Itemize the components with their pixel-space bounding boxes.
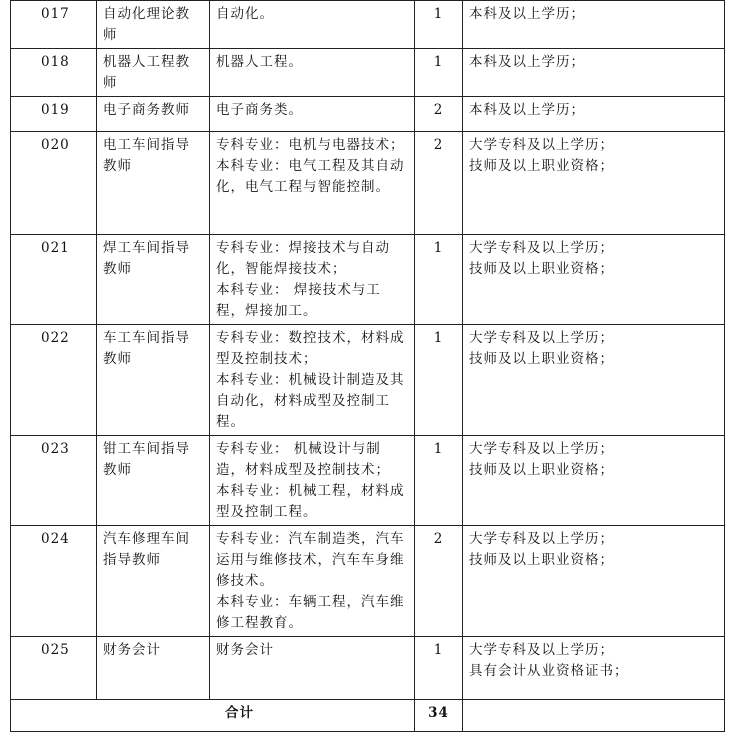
position-name: 钳工车间指导教师 xyxy=(97,436,210,526)
position-name: 电子商务教师 xyxy=(97,97,210,132)
position-code: 018 xyxy=(11,49,97,97)
headcount: 1 xyxy=(415,637,463,700)
position-name: 车工车间指导教师 xyxy=(97,325,210,436)
major-requirement xyxy=(210,97,415,132)
recruitment-table xyxy=(10,0,725,732)
position-name: 机器人工程教师 xyxy=(97,49,210,97)
other-requirements xyxy=(463,526,725,637)
table-body xyxy=(11,1,725,732)
table-row xyxy=(11,1,725,49)
total-value: 34 xyxy=(415,700,463,732)
major-line: 专科专业：焊接技术与自动化，智能焊接技术； xyxy=(216,240,390,277)
requirement-line: 技师及以上职业资格； xyxy=(469,261,614,277)
table-row xyxy=(11,132,725,235)
position-name: 焊工车间指导教师 xyxy=(97,235,210,325)
requirement-line: 本科及以上学历； xyxy=(469,54,585,70)
table-row xyxy=(11,235,725,325)
total-label: 合计 xyxy=(11,700,415,732)
headcount: 2 xyxy=(415,132,463,235)
major-line: 自动化。 xyxy=(216,6,274,22)
requirement-line: 大学专科及以上学历； xyxy=(469,137,614,153)
requirement-line: 技师及以上职业资格； xyxy=(469,351,614,367)
requirement-line: 大学专科及以上学历； xyxy=(469,240,614,256)
position-name: 电工车间指导教师 xyxy=(97,132,210,235)
requirement-line: 技师及以上职业资格； xyxy=(469,158,614,174)
other-requirements xyxy=(463,1,725,49)
major-requirement xyxy=(210,1,415,49)
headcount: 1 xyxy=(415,325,463,436)
major-line: 专科专业：电机与电器技术； xyxy=(216,137,405,153)
position-code: 022 xyxy=(11,325,97,436)
other-requirements xyxy=(463,97,725,132)
requirement-line: 大学专科及以上学历； xyxy=(469,531,614,547)
headcount: 2 xyxy=(415,97,463,132)
other-requirements xyxy=(463,235,725,325)
requirement-line: 大学专科及以上学历； xyxy=(469,441,614,457)
position-code: 019 xyxy=(11,97,97,132)
major-line: 本科专业： 焊接技术与工程，焊接加工。 xyxy=(216,282,381,319)
table-row xyxy=(11,49,725,97)
major-requirement xyxy=(210,132,415,235)
other-requirements xyxy=(463,436,725,526)
major-requirement xyxy=(210,235,415,325)
table-row xyxy=(11,97,725,132)
other-requirements xyxy=(463,637,725,700)
major-line: 本科专业：机械工程，材料成型及控制工程。 xyxy=(216,483,405,520)
major-requirement xyxy=(210,325,415,436)
table-row xyxy=(11,526,725,637)
position-name: 汽车修理车间指导教师 xyxy=(97,526,210,637)
position-code: 017 xyxy=(11,1,97,49)
major-requirement xyxy=(210,436,415,526)
position-code: 021 xyxy=(11,235,97,325)
total-row xyxy=(11,700,725,732)
position-code: 023 xyxy=(11,436,97,526)
headcount: 1 xyxy=(415,436,463,526)
requirement-line: 本科及以上学历； xyxy=(469,6,585,22)
major-line: 专科专业： 机械设计与制造，材料成型及控制技术； xyxy=(216,441,390,478)
major-requirement xyxy=(210,637,415,700)
position-name: 财务会计 xyxy=(97,637,210,700)
other-requirements xyxy=(463,132,725,235)
major-line: 专科专业：汽车制造类，汽车运用与维修技术，汽车车身维修技术。 xyxy=(216,531,405,589)
other-requirements xyxy=(463,325,725,436)
other-requirements xyxy=(463,49,725,97)
headcount: 1 xyxy=(415,1,463,49)
table-row xyxy=(11,325,725,436)
position-code: 024 xyxy=(11,526,97,637)
table-row xyxy=(11,637,725,700)
requirement-line: 本科及以上学历； xyxy=(469,102,585,118)
major-requirement xyxy=(210,526,415,637)
requirement-line: 技师及以上职业资格； xyxy=(469,462,614,478)
requirement-line: 大学专科及以上学历； xyxy=(469,330,614,346)
headcount: 1 xyxy=(415,235,463,325)
position-code: 025 xyxy=(11,637,97,700)
major-requirement xyxy=(210,49,415,97)
position-code: 020 xyxy=(11,132,97,235)
major-line: 本科专业：电气工程及其自动化，电气工程与智能控制。 xyxy=(216,158,405,195)
requirement-line: 具有会计从业资格证书； xyxy=(469,663,629,679)
major-line: 本科专业：机械设计制造及其自动化，材料成型及控制工程。 xyxy=(216,372,405,430)
headcount: 1 xyxy=(415,49,463,97)
total-empty-cell xyxy=(463,700,725,732)
major-line: 本科专业：车辆工程，汽车维修工程教育。 xyxy=(216,594,405,631)
major-line: 财务会计 xyxy=(216,642,274,658)
major-line: 电子商务类。 xyxy=(216,102,303,118)
major-line: 专科专业：数控技术，材料成型及控制技术； xyxy=(216,330,405,367)
requirement-line: 大学专科及以上学历； xyxy=(469,642,614,658)
headcount: 2 xyxy=(415,526,463,637)
major-line: 机器人工程。 xyxy=(216,54,303,70)
table-row xyxy=(11,436,725,526)
position-name: 自动化理论教师 xyxy=(97,1,210,49)
requirement-line: 技师及以上职业资格； xyxy=(469,552,614,568)
